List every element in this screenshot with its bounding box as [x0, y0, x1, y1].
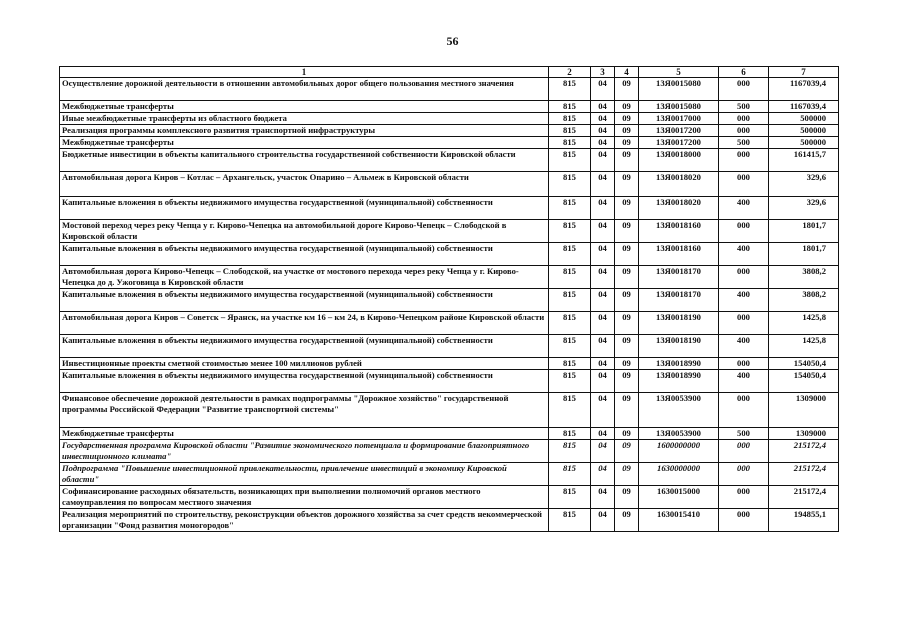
row-amount: 1309000: [769, 393, 839, 428]
table-row: [60, 197, 839, 220]
row-code-2: 815: [549, 370, 591, 393]
row-description: Мостовой переход через реку Чепца у г. Кирово-Чепецка на автомобильной дороге Кирово-Чепецк – Слободской в Кировской области: [60, 220, 549, 243]
row-amount: 1309000: [769, 428, 839, 440]
row-code-6: 000: [719, 358, 769, 370]
table-row: [60, 509, 839, 532]
table-row: [60, 113, 839, 125]
row-description: Межбюджетные трансферты: [60, 428, 549, 440]
row-code-5: 13Я0018990: [639, 358, 719, 370]
row-description: Автомобильная дорога Киров – Советск – Яранск, на участке км 16 – км 24, в Кирово-Чепецком районе Кировской области: [60, 312, 549, 335]
table-row: [60, 101, 839, 113]
row-code-5: 13Я0018990: [639, 370, 719, 393]
row-code-4: 09: [615, 243, 639, 266]
row-description: Капитальные вложения в объекты недвижимого имущества государственной (муниципальной) собственности: [60, 370, 549, 393]
row-code-6: 000: [719, 172, 769, 197]
header-cell: 3: [591, 67, 615, 78]
table-row: [60, 149, 839, 172]
row-code-5: 13Я0018020: [639, 172, 719, 197]
row-code-3: 04: [591, 78, 615, 101]
row-amount: 161415,7: [769, 149, 839, 172]
row-amount: 1425,8: [769, 335, 839, 358]
row-code-6: 500: [719, 428, 769, 440]
row-code-5: 1630000000: [639, 463, 719, 486]
table-row: [60, 312, 839, 335]
row-code-2: 815: [549, 463, 591, 486]
header-cell: 5: [639, 67, 719, 78]
row-code-6: 000: [719, 440, 769, 463]
table-row: [60, 289, 839, 312]
row-code-4: 09: [615, 509, 639, 532]
row-amount: 1167039,4: [769, 78, 839, 101]
row-code-5: 13Я0017200: [639, 125, 719, 137]
table-row: [60, 370, 839, 393]
row-amount: 215172,4: [769, 440, 839, 463]
row-code-5: 13Я0017000: [639, 113, 719, 125]
row-code-3: 04: [591, 220, 615, 243]
row-code-6: 500: [719, 137, 769, 149]
row-code-4: 09: [615, 370, 639, 393]
row-code-6: 000: [719, 463, 769, 486]
row-code-3: 04: [591, 125, 615, 137]
row-code-2: 815: [549, 172, 591, 197]
table-row: [60, 428, 839, 440]
row-code-2: 815: [549, 509, 591, 532]
row-code-3: 04: [591, 428, 615, 440]
row-description: Капитальные вложения в объекты недвижимого имущества государственной (муниципальной) собственности: [60, 243, 549, 266]
table-row: [60, 335, 839, 358]
row-description: Финансовое обеспечение дорожной деятельности в рамках подпрограммы "Дорожное хозяйство" государственной программы Российской Федерации "Развитие транспортной системы": [60, 393, 549, 428]
row-code-5: 13Я0017200: [639, 137, 719, 149]
row-description: Бюджетные инвестиции в объекты капитального строительства государственной собственности Кировской области: [60, 149, 549, 172]
row-description: Инвестиционные проекты сметной стоимостью менее 100 миллионов рублей: [60, 358, 549, 370]
row-amount: 194855,1: [769, 509, 839, 532]
table-row: [60, 125, 839, 137]
header-cell: 7: [769, 67, 839, 78]
row-code-2: 815: [549, 428, 591, 440]
row-code-4: 09: [615, 312, 639, 335]
row-code-3: 04: [591, 393, 615, 428]
row-amount: 500000: [769, 137, 839, 149]
row-code-5: 13Я0018020: [639, 197, 719, 220]
row-code-6: 000: [719, 393, 769, 428]
row-description: Капитальные вложения в объекты недвижимого имущества государственной (муниципальной) собственности: [60, 289, 549, 312]
table-row: [60, 220, 839, 243]
row-code-2: 815: [549, 358, 591, 370]
row-amount: 215172,4: [769, 486, 839, 509]
row-description: Подпрограмма "Повышение инвестиционной привлекательности, привлечение инвестиций в экономику Кировской области": [60, 463, 549, 486]
row-code-3: 04: [591, 463, 615, 486]
row-description: Иные межбюджетные трансферты из областного бюджета: [60, 113, 549, 125]
row-code-5: 13Я0018160: [639, 243, 719, 266]
row-code-4: 09: [615, 113, 639, 125]
row-code-6: 000: [719, 220, 769, 243]
row-code-5: 13Я0053900: [639, 428, 719, 440]
row-code-2: 815: [549, 149, 591, 172]
row-code-2: 815: [549, 113, 591, 125]
row-code-2: 815: [549, 137, 591, 149]
row-code-6: 000: [719, 509, 769, 532]
row-code-6: 000: [719, 149, 769, 172]
row-code-3: 04: [591, 486, 615, 509]
row-code-3: 04: [591, 113, 615, 125]
row-code-4: 09: [615, 149, 639, 172]
row-code-3: 04: [591, 197, 615, 220]
row-code-6: 000: [719, 266, 769, 289]
row-code-5: 13Я0018190: [639, 312, 719, 335]
row-description: Капитальные вложения в объекты недвижимого имущества государственной (муниципальной) собственности: [60, 335, 549, 358]
row-description: Капитальные вложения в объекты недвижимого имущества государственной (муниципальной) собственности: [60, 197, 549, 220]
table-row: [60, 172, 839, 197]
row-amount: 215172,4: [769, 463, 839, 486]
row-code-3: 04: [591, 509, 615, 532]
row-code-2: 815: [549, 312, 591, 335]
row-code-3: 04: [591, 358, 615, 370]
row-code-3: 04: [591, 243, 615, 266]
row-code-3: 04: [591, 289, 615, 312]
row-code-6: 000: [719, 113, 769, 125]
row-code-4: 09: [615, 486, 639, 509]
table-row: [60, 243, 839, 266]
row-code-6: 500: [719, 101, 769, 113]
row-code-6: 400: [719, 289, 769, 312]
table-row: [60, 440, 839, 463]
row-code-5: 1630015000: [639, 486, 719, 509]
row-code-6: 000: [719, 312, 769, 335]
table-row: [60, 266, 839, 289]
row-amount: 500000: [769, 125, 839, 137]
row-code-4: 09: [615, 393, 639, 428]
row-description: Межбюджетные трансферты: [60, 101, 549, 113]
row-code-4: 09: [615, 125, 639, 137]
row-code-3: 04: [591, 101, 615, 113]
row-code-5: 13Я0018170: [639, 266, 719, 289]
table-row: [60, 486, 839, 509]
row-code-2: 815: [549, 125, 591, 137]
table-row: [60, 393, 839, 428]
row-code-5: 1630015410: [639, 509, 719, 532]
row-code-3: 04: [591, 440, 615, 463]
row-code-2: 815: [549, 101, 591, 113]
row-amount: 3808,2: [769, 266, 839, 289]
header-cell: 6: [719, 67, 769, 78]
row-amount: 1801,7: [769, 243, 839, 266]
row-code-4: 09: [615, 266, 639, 289]
row-code-6: 000: [719, 486, 769, 509]
row-amount: 329,6: [769, 197, 839, 220]
row-code-5: 13Я0053900: [639, 393, 719, 428]
row-description: Реализация программы комплексного развития транспортной инфраструктуры: [60, 125, 549, 137]
row-amount: 500000: [769, 113, 839, 125]
row-code-4: 09: [615, 335, 639, 358]
row-amount: 154050,4: [769, 370, 839, 393]
row-description: Государственная программа Кировской области "Развитие экономического потенциала и формирование благоприятного инвестиционного климата": [60, 440, 549, 463]
row-code-2: 815: [549, 335, 591, 358]
row-description: Межбюджетные трансферты: [60, 137, 549, 149]
row-description: Автомобильная дорога Кирово-Чепецк – Слободской, на участке от мостового перехода через реку Чепца у г. Кирово-Чепецка до д. Ужоговица в Кировской области: [60, 266, 549, 289]
row-code-5: 13Я0018170: [639, 289, 719, 312]
header-cell: 1: [60, 67, 549, 78]
row-code-5: 13Я0015080: [639, 101, 719, 113]
row-code-4: 09: [615, 358, 639, 370]
row-code-6: 000: [719, 125, 769, 137]
row-description: Реализация мероприятий по строительству, реконструкции объектов дорожного хозяйства за счет средств некоммерческой организации "Фонд развития моногородов": [60, 509, 549, 532]
budget-table: [59, 66, 839, 532]
row-code-4: 09: [615, 463, 639, 486]
row-code-3: 04: [591, 266, 615, 289]
row-amount: 1425,8: [769, 312, 839, 335]
row-code-6: 000: [719, 78, 769, 101]
header-cell: 4: [615, 67, 639, 78]
row-code-5: 1600000000: [639, 440, 719, 463]
row-code-4: 09: [615, 197, 639, 220]
row-code-4: 09: [615, 428, 639, 440]
row-code-3: 04: [591, 172, 615, 197]
row-code-2: 815: [549, 486, 591, 509]
row-amount: 1167039,4: [769, 101, 839, 113]
row-code-2: 815: [549, 289, 591, 312]
row-code-2: 815: [549, 220, 591, 243]
row-code-2: 815: [549, 393, 591, 428]
row-description: Осуществление дорожной деятельности в отношении автомобильных дорог общего пользования местного значения: [60, 78, 549, 101]
row-code-4: 09: [615, 172, 639, 197]
row-code-5: 13Я0015080: [639, 78, 719, 101]
row-code-2: 815: [549, 78, 591, 101]
row-code-2: 815: [549, 197, 591, 220]
row-amount: 154050,4: [769, 358, 839, 370]
row-code-3: 04: [591, 335, 615, 358]
table-row: [60, 463, 839, 486]
row-code-2: 815: [549, 440, 591, 463]
row-code-3: 04: [591, 370, 615, 393]
row-code-4: 09: [615, 440, 639, 463]
row-code-6: 400: [719, 370, 769, 393]
row-code-4: 09: [615, 289, 639, 312]
page-number: 56: [446, 34, 459, 48]
row-amount: 1801,7: [769, 220, 839, 243]
row-code-5: 13Я0018190: [639, 335, 719, 358]
row-code-2: 815: [549, 266, 591, 289]
row-code-5: 13Я0018000: [639, 149, 719, 172]
row-description: Софинансирование расходных обязательств, возникающих при выполнении полномочий органов местного самоуправления по вопросам местного значения: [60, 486, 549, 509]
header-cell: 2: [549, 67, 591, 78]
table-row: [60, 358, 839, 370]
row-code-6: 400: [719, 335, 769, 358]
table-header-row: [60, 67, 839, 78]
row-code-3: 04: [591, 137, 615, 149]
row-code-6: 400: [719, 243, 769, 266]
row-amount: 3808,2: [769, 289, 839, 312]
row-code-2: 815: [549, 243, 591, 266]
table-row: [60, 137, 839, 149]
row-amount: 329,6: [769, 172, 839, 197]
row-code-3: 04: [591, 312, 615, 335]
row-code-4: 09: [615, 78, 639, 101]
row-code-6: 400: [719, 197, 769, 220]
row-code-4: 09: [615, 101, 639, 113]
row-code-4: 09: [615, 137, 639, 149]
row-code-4: 09: [615, 220, 639, 243]
row-description: Автомобильная дорога Киров – Котлас – Архангельск, участок Опарино – Альмеж в Кировской области: [60, 172, 549, 197]
table-row: [60, 78, 839, 101]
row-code-5: 13Я0018160: [639, 220, 719, 243]
row-code-3: 04: [591, 149, 615, 172]
